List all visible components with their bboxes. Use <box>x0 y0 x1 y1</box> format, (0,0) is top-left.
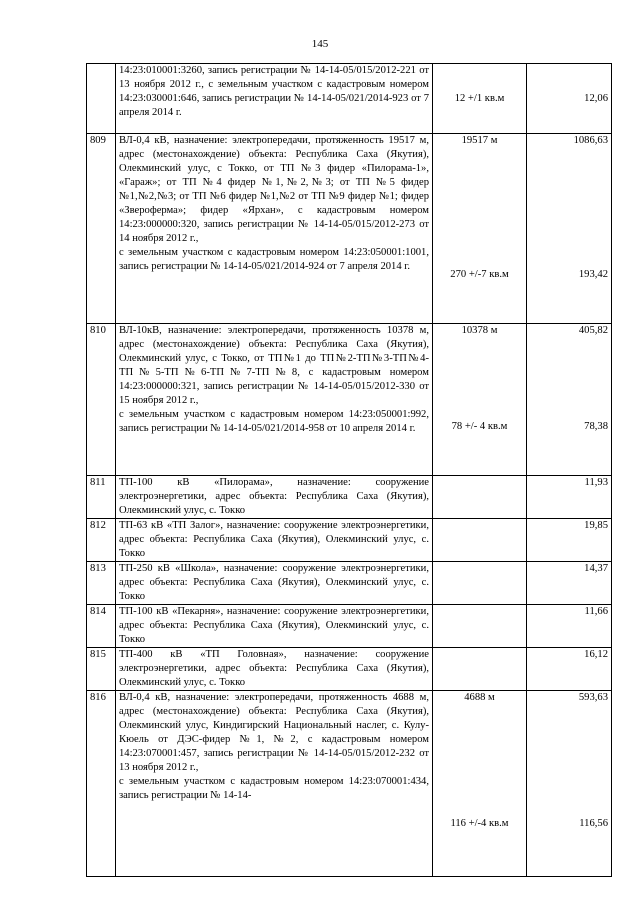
row-description-main: ВЛ-0,4 кВ, назначение: электропередачи, протяженность 19517 м, адрес (местонахождение) объекта: Республика Саха (Якутия), Олекминский улус, с Токко, от ТП №3 фидер «Пилорама-1», «Гараж»; от ТП №4 фидер №1,№2,№3; от ТП №5 фидер №1,№2,№3; от ТП №6 фидер №1,№2 от ТП №9 фидер №1; фидер «Звероферма»; фидер «Ярхан», с кадастровым номером 14:23:000000:320, запись регистрации № 14-14-05/015/2012-273 от 14 ноября 2012 г., <box>119 135 429 244</box>
row-area <box>433 691 527 877</box>
row-cost-land: 116,56 <box>579 818 608 829</box>
row-area <box>433 324 527 476</box>
row-cost <box>527 562 612 605</box>
row-cost <box>527 324 612 476</box>
row-area <box>433 64 527 134</box>
row-cost-main: 593,63 <box>578 692 608 703</box>
row-area <box>433 476 527 519</box>
row-cost-main: 14,37 <box>584 563 608 574</box>
row-cost-main: 16,12 <box>584 649 608 660</box>
row-description <box>116 519 433 562</box>
row-cost <box>527 648 612 691</box>
row-area <box>433 134 527 324</box>
row-description-land: с земельным участком с кадастровым номером 14:23:050001:992, запись регистрации № 14-14-05/021/2014-958 от 10 апреля 2014 г. <box>119 409 429 434</box>
registry-table <box>86 63 612 877</box>
row-description-main: ТП-63 кВ «ТП Залог», назначение: сооружение электроэнергетики, адрес объекта: Республика Саха (Якутия), Олекминский улус, с. Токко <box>119 520 429 559</box>
row-cost-main: 11,66 <box>584 606 608 617</box>
row-number <box>87 691 116 877</box>
row-description-land: с земельным участком с кадастровым номером 14:23:050001:1001, запись регистрации № 14-14-05/021/2014-924 от 7 апреля 2014 г. <box>119 247 429 272</box>
table-row <box>87 64 612 134</box>
row-area <box>433 519 527 562</box>
row-description <box>116 134 433 324</box>
row-number-main: 815 <box>90 649 106 660</box>
table-row <box>87 605 612 648</box>
row-cost-main: 1086,63 <box>573 135 608 146</box>
row-area <box>433 605 527 648</box>
row-cost <box>527 64 612 134</box>
row-description <box>116 648 433 691</box>
row-number-main: 813 <box>90 563 106 574</box>
table-row <box>87 648 612 691</box>
table-row <box>87 562 612 605</box>
row-area-land: 78 +/- 4 кв.м <box>451 421 508 432</box>
row-cost <box>527 134 612 324</box>
row-description <box>116 64 433 134</box>
row-number-main: 811 <box>90 477 106 488</box>
row-description <box>116 324 433 476</box>
row-number <box>87 324 116 476</box>
row-area-land: 116 +/-4 кв.м <box>450 818 509 829</box>
row-area-main: 19517 м <box>461 135 498 146</box>
row-cost-land: 78,38 <box>584 421 608 432</box>
table-row <box>87 134 612 324</box>
row-number <box>87 64 116 134</box>
row-cost-main: 19,85 <box>584 520 608 531</box>
registry-body <box>87 64 612 877</box>
row-area <box>433 648 527 691</box>
row-description <box>116 605 433 648</box>
row-cost <box>527 519 612 562</box>
row-number-main: 816 <box>90 692 106 703</box>
row-description-land: с земельным участком с кадастровым номером 14:23:070001:434, запись регистрации № 14-14- <box>119 776 429 801</box>
row-cost-main: 405,82 <box>578 325 608 336</box>
row-description-main: ВЛ-10кВ, назначение: электропередачи, протяженность 10378 м, адрес (местонахождение) объекта: Республика Саха (Якутия), Олекминский улус, с Токко, от ТП№1 до ТП№2-ТП№3-ТП№4-ТП№5-ТП№6-ТП№7-ТП№8, с кадастровым номером 14:23:000000:321, запись регистрации № 14-14-05/015/2012-330 от 15 ноября 2012 г., <box>119 325 429 406</box>
row-cost <box>527 691 612 877</box>
row-description-main: ТП-100 кВ «Пекарня», назначение: сооружение электроэнергетики, адрес объекта: Республика Саха (Якутия), Олекминский улус, с. Токко <box>119 606 429 645</box>
row-number <box>87 476 116 519</box>
row-cost <box>527 476 612 519</box>
row-description-main: ВЛ-0,4 кВ, назначение: электропередачи, протяженность 4688 м, адрес (местонахождение) объекта: Республика Саха (Якутия), Олекминский улус, Киндигирский Национальный наслег, с. Кулу-Кюель от ДЭС-фидер №1, №2, с кадастровым номером 14:23:070001:457, запись регистрации № 14-14-05/015/2012-232 от 13 ноября 2012 г., <box>119 692 429 773</box>
row-number-main: 812 <box>90 520 106 531</box>
row-area-main: 4688 м <box>464 692 495 703</box>
table-row <box>87 324 612 476</box>
row-area <box>433 562 527 605</box>
row-number <box>87 648 116 691</box>
row-description-land: 14:23:010001:3260, запись регистрации № 14-14-05/015/2012-221 от 13 ноября 2012 г., с земельным участком с кадастровым номером 14:23:030001:646, запись регистрации № 14-14-05/021/2014-923 от 7 апреля 2014 г. <box>119 65 429 118</box>
row-number-main: 814 <box>90 606 106 617</box>
row-cost <box>527 605 612 648</box>
row-description <box>116 562 433 605</box>
row-area-main: 10378 м <box>461 325 498 336</box>
row-description <box>116 476 433 519</box>
row-number-main: 809 <box>90 135 106 146</box>
row-area-land: 12 +/1 кв.м <box>454 93 505 104</box>
row-number <box>87 519 116 562</box>
row-cost-land: 12,06 <box>584 93 608 104</box>
row-description-main: ТП-100 кВ «Пилорама», назначение: сооружение электроэнергетики, адрес объекта: Республика Саха (Якутия), Олекминский улус, с. Токко <box>119 477 429 516</box>
row-number <box>87 562 116 605</box>
table-row <box>87 476 612 519</box>
row-description-main: ТП-400 кВ «ТП Головная», назначение: сооружение электроэнергетики, адрес объекта: Республика Саха (Якутия), Олекминский улус, с. Токко <box>119 649 429 688</box>
row-number <box>87 134 116 324</box>
row-area-land: 270 +/-7 кв.м <box>450 269 509 280</box>
row-number <box>87 605 116 648</box>
page-number: 145 <box>311 38 329 50</box>
row-number-main: 810 <box>90 325 106 336</box>
row-cost-land: 193,42 <box>578 269 608 280</box>
row-cost-main: 11,93 <box>584 477 608 488</box>
row-description <box>116 691 433 877</box>
row-description-main: ТП-250 кВ «Школа», назначение: сооружение электроэнергетики, адрес объекта: Республика Саха (Якутия), Олекминский улус, с. Токко <box>119 563 429 602</box>
table-row <box>87 691 612 877</box>
table-row <box>87 519 612 562</box>
